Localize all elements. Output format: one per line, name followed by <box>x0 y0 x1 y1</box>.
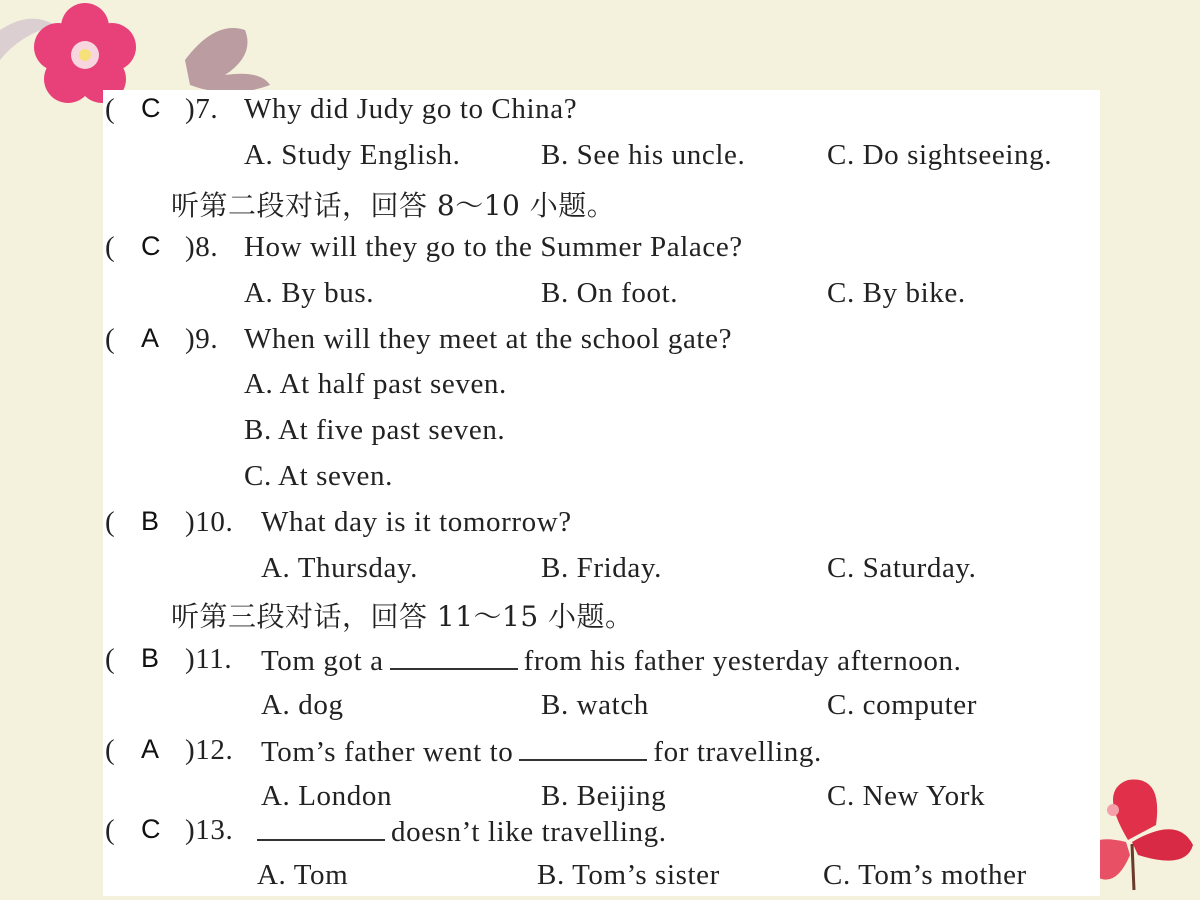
question-text: Why did Judy go to China? <box>244 93 578 125</box>
option-7a: A. Study English. <box>244 139 461 171</box>
answer-12: A <box>141 734 160 764</box>
question-number: )10. <box>185 506 234 538</box>
question-number: )9. <box>185 323 219 355</box>
option-12a: A. London <box>261 780 393 812</box>
question-text-before: Tom got a <box>261 645 384 677</box>
option-9b: B. At five past seven. <box>244 414 506 446</box>
option-7b: B. See his uncle. <box>541 139 746 171</box>
paren-open: ( <box>105 93 116 125</box>
option-13b: B. Tom’s sister <box>537 859 720 891</box>
paren-open: ( <box>105 643 116 675</box>
option-11a: A. dog <box>261 689 344 721</box>
question-number: )12. <box>185 734 234 766</box>
option-9a: A. At half past seven. <box>244 368 507 400</box>
paren-open: ( <box>105 814 116 846</box>
question-text-after: doesn’t like travelling. <box>391 816 667 848</box>
answer-7: C <box>141 93 162 123</box>
question-text-after: for travelling. <box>653 736 822 768</box>
answer-9: A <box>141 323 160 353</box>
option-7c: C. Do sightseeing. <box>827 139 1053 171</box>
question-text <box>261 733 822 769</box>
option-8c: C. By bike. <box>827 277 966 309</box>
paren-open: ( <box>105 323 116 355</box>
question-text <box>261 642 962 678</box>
paren-open: ( <box>105 734 116 766</box>
option-10a: A. Thursday. <box>261 552 419 584</box>
option-9c: C. At seven. <box>244 460 393 492</box>
option-13a: A. Tom <box>257 859 349 891</box>
option-11b: B. watch <box>541 689 649 721</box>
option-11c: C. computer <box>827 689 977 721</box>
answer-blank <box>519 733 647 761</box>
option-8a: A. By bus. <box>244 277 375 309</box>
answer-11: B <box>141 643 160 673</box>
question-number: )7. <box>185 93 219 125</box>
section-heading-2: 听第二段对话，回答 8～10 小题。 <box>171 189 616 222</box>
question-text: What day is it tomorrow? <box>261 506 572 538</box>
question-text: How will they go to the Summer Palace? <box>244 231 743 263</box>
answer-10: B <box>141 506 160 536</box>
option-10b: B. Friday. <box>541 552 662 584</box>
option-10c: C. Saturday. <box>827 552 977 584</box>
question-text: When will they meet at the school gate? <box>244 323 733 355</box>
option-13c: C. Tom’s mother <box>823 859 1027 891</box>
answer-13: C <box>141 814 162 844</box>
answer-blank <box>257 813 385 841</box>
paren-open: ( <box>105 231 116 263</box>
answer-blank <box>390 642 518 670</box>
option-12c: C. New York <box>827 780 986 812</box>
question-number: )8. <box>185 231 219 263</box>
question-number: )11. <box>185 643 233 675</box>
question-text-before: Tom’s father went to <box>261 736 514 768</box>
worksheet-page <box>103 90 1100 896</box>
paren-open: ( <box>105 506 116 538</box>
option-12b: B. Beijing <box>541 780 667 812</box>
section-heading-3: 听第三段对话，回答 11～15 小题。 <box>171 600 634 633</box>
answer-8: C <box>141 231 162 261</box>
question-number: )13. <box>185 814 234 846</box>
question-text <box>257 813 667 849</box>
question-text-after: from his father yesterday afternoon. <box>523 645 962 677</box>
option-8b: B. On foot. <box>541 277 679 309</box>
